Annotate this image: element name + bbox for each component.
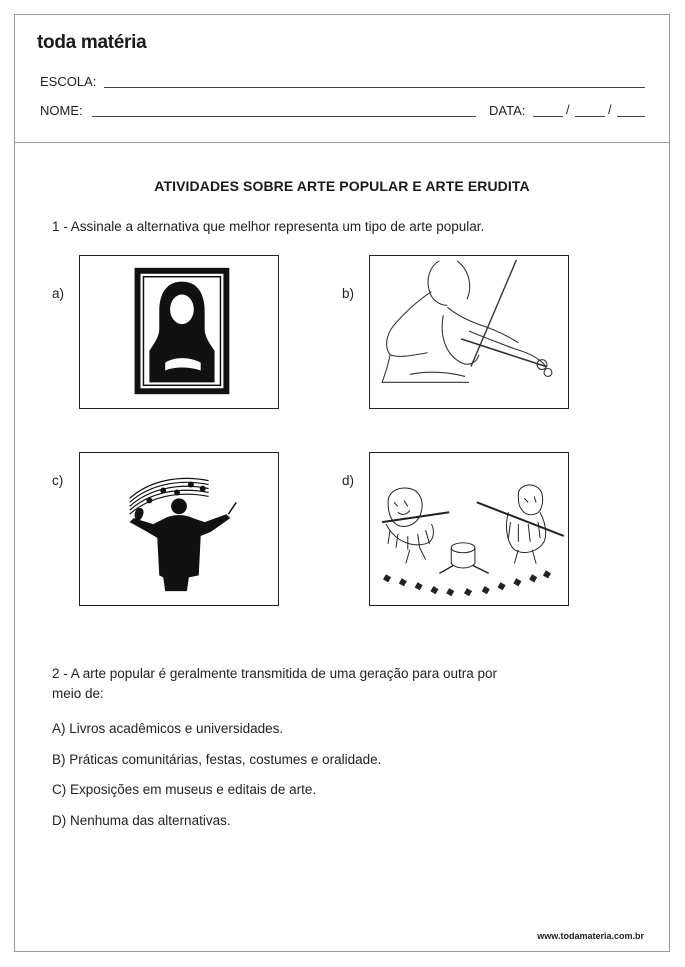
option-d-label[interactable]: d) [342, 473, 355, 488]
folk-dancers-drawing-icon [370, 453, 568, 605]
violinist-drawing-icon [370, 256, 568, 408]
conductor-silhouette-icon [80, 453, 278, 605]
date-separator: / [566, 102, 570, 117]
question-1-text: 1 - Assinale a alternativa que melhor representa um tipo de arte popular. [52, 219, 485, 234]
option-a-image[interactable] [79, 255, 279, 409]
alternative-a[interactable]: A) Livros acadêmicos e universidades. [52, 721, 284, 736]
question-2-line-1: 2 - A arte popular é geralmente transmitida de uma geração para outra por [52, 666, 498, 681]
name-label: NOME: [40, 103, 83, 118]
option-b-image[interactable] [369, 255, 569, 409]
name-field[interactable] [92, 116, 476, 117]
question-2-line-2: meio de: [52, 686, 104, 701]
footer-url: www.todamateria.com.br [537, 931, 644, 941]
option-c-image[interactable] [79, 452, 279, 606]
school-field[interactable] [104, 87, 645, 88]
brand-logo: toda matéria [37, 32, 147, 53]
school-label: ESCOLA: [40, 74, 97, 89]
option-b-label[interactable]: b) [342, 286, 355, 301]
option-d-image[interactable] [369, 452, 569, 606]
header-divider [14, 142, 670, 143]
date-separator: / [608, 102, 612, 117]
date-year-field[interactable] [617, 116, 645, 117]
alternative-d[interactable]: D) Nenhuma das alternativas. [52, 813, 231, 828]
alternative-b[interactable]: B) Práticas comunitárias, festas, costumes e oralidade. [52, 752, 382, 767]
option-a-label[interactable]: a) [52, 286, 65, 301]
alternative-c[interactable]: C) Exposições em museus e editais de arte. [52, 782, 317, 797]
date-month-field[interactable] [575, 116, 605, 117]
date-day-field[interactable] [533, 116, 563, 117]
date-label: DATA: [489, 103, 526, 118]
framed-portrait-icon [80, 256, 278, 408]
option-c-label[interactable]: c) [52, 473, 64, 488]
page-title: ATIVIDADES SOBRE ARTE POPULAR E ARTE ERUDITA [154, 178, 530, 194]
